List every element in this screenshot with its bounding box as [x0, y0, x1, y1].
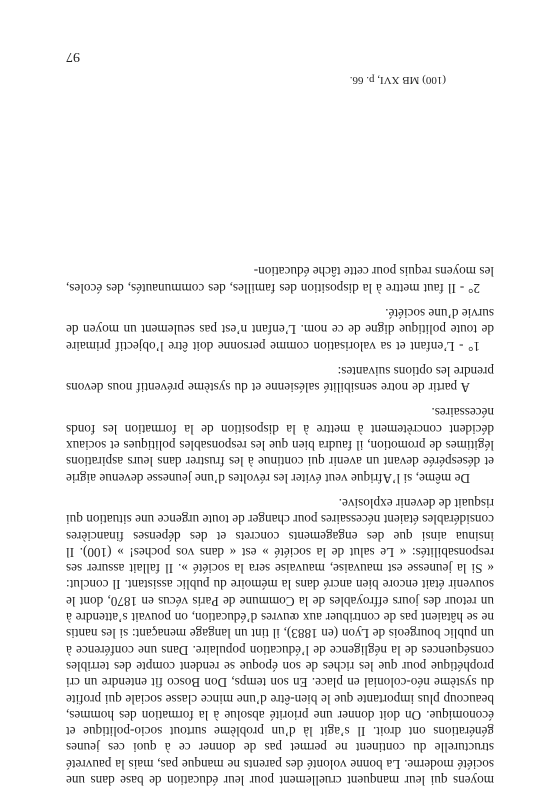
list-item-2: 2° - Il faut mettre à la disposition des familles, des communautés, des écoles, les moyens requis pour cette tâche éducation- — [66, 264, 494, 296]
paragraph-1: moyens qui leur manquent cruellement pour leur éducation de base dans une société moderne. La bonne volonté des parents ne manque pas, mais la pauvreté structurelle du continent ne permet pas de donner ce à quoi ces jeunes générations ont droit. Il s’agit là d’un problème surtout socio-politique et économique. On doit donner une priorité absolue à la formation des hommes, beaucoup plus importante que le bien-être d’une mince classe sociale qui profite du système néo-colonial en place. En son temps, Don Bosco fit entendre un cri prophétique pour que les riches de son époque se rendent compte des terribles conséquences de la négligence de l’éducation populaire. Dans une conférence à un public bourgeois de Lyon (en 1883), il tint un langage menaçant: si les nantis ne se hâtaient pas de contribuer aux œuvres d’éducation, on pouvait s’attendre à un retour des jours effroyables de la Commune de Paris vécus en 1870, dont le souvenir était encore bien ancré dans la mémoire du public assistant. Il conclut: « Si la jeunesse est mauvaise, mauvaise sera la société ». Il fallait assurer ses responsabilités: « Le salut de la société » est « dans vos poches! » (100). Il insinua ainsi que des engagements concrets et des dépenses financières considérables étaient nécessaires pour changer de toute urgence une situation qui risquait de devenir explosive. — [66, 495, 494, 788]
page-number: 97 — [66, 49, 80, 64]
paragraph-3: A partir de notre sensibilité salésienne et du système préventif nous devons prendre les options suivantes: — [66, 363, 494, 396]
paragraph-2: De même, si l’Afrique veut éviter les révoltes d’une jeunesse devenue aigrie et désespérée devant un avenir qui continue à les frustrer dans leurs aspirations légitimes de promotion, il faudra bien que les responsables politiques et sociaux décident concrètement à mettre à la disposition de la formation les fonds nécessaires. — [66, 405, 494, 486]
list-item-1: 1° - L’enfant et sa valorisation comme personne doit être l’objectif primaire de toute politique digne de ce nom. L’enfant n’est pas seulement un moyen de survie d’une société. — [66, 305, 494, 354]
footnote: (100) MB XVI, p. 66. — [349, 74, 446, 86]
body-text — [66, 263, 494, 788]
